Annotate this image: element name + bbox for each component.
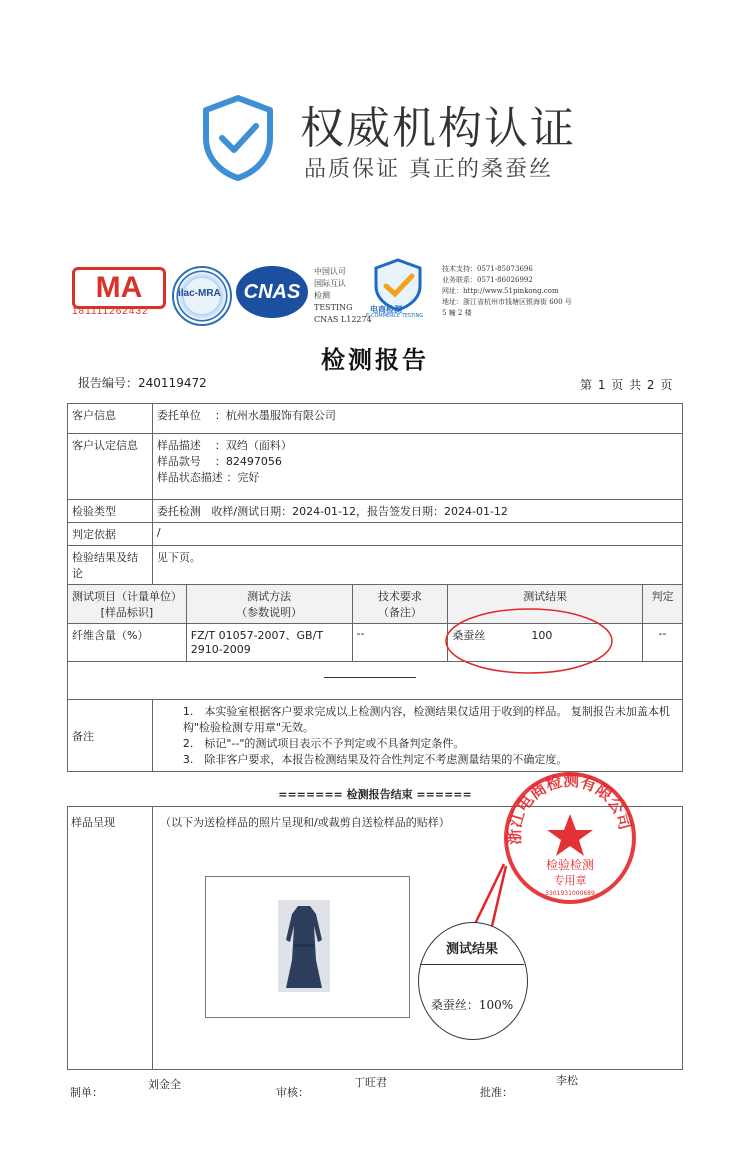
client-unit-label: 委托单位 — [156, 409, 201, 422]
result-callout-title: 测试结果 — [445, 942, 498, 957]
contact-line: 地址：浙江省杭州市钱塘区银海街 600 号 — [442, 298, 572, 306]
note-item: 2. 标记"--"的测试项目表示不予判定或不具备判定条件。 — [182, 737, 465, 750]
header-subtitle: 品质保证 真正的桑蚕丝 — [304, 157, 553, 182]
dates-text: 收样/测试日期：2024-01-12，报告签发日期：2024-01-12 — [211, 505, 508, 518]
stamp-center-2: 专用章 — [553, 874, 587, 887]
col-item-header — [68, 585, 187, 624]
report-number-value: 240119472 — [138, 376, 207, 390]
review-signature: 丁旺君 — [354, 1076, 387, 1089]
confirmed-info-label: 客户认定信息 — [68, 434, 153, 500]
cnas-logo: CNAS — [236, 266, 308, 318]
col-method-sub: （参数说明） — [236, 606, 303, 619]
prepared-signature: 刘金全 — [148, 1078, 181, 1091]
divider — [324, 677, 416, 678]
stamp-center-1: 检验检测 — [545, 858, 595, 872]
col-req-header — [352, 585, 448, 624]
col-req-title: 技术要求 — [377, 590, 422, 603]
cma-number: 181111262432 — [72, 306, 149, 317]
col-method-header — [186, 585, 352, 624]
row-result-name: 桑蚕丝 — [452, 629, 486, 642]
prepared-label: 制单： — [70, 1086, 103, 1099]
note-item: 1. 本实验室根据客户要求完成以上检测内容，检测结果仅适用于收到的样品。 复制报告未加盖本机构"检验检测专用章"无效。 — [182, 705, 670, 734]
notes-cell — [152, 700, 682, 772]
ilac-text: ilac-MRA — [178, 288, 221, 299]
basis-value: / — [152, 523, 682, 546]
report-number-label: 报告编号： — [78, 376, 139, 390]
report-number — [78, 374, 207, 391]
row-req: -- — [352, 624, 448, 662]
row-item: 纤维含量（%） — [68, 624, 187, 662]
cert-line: 中国认可 — [314, 267, 346, 276]
contact-line: 业务联系：0571-86026992 — [442, 276, 533, 284]
approve-label: 批准： — [480, 1086, 513, 1099]
conclusion-label: 检验结果及结论 — [68, 546, 153, 585]
inspection-type-value: 委托检测 — [156, 505, 201, 518]
sample-label: 样品呈现 — [71, 816, 115, 829]
contact-line: 技术支持：0571-85073696 — [442, 265, 533, 273]
header-title: 权威机构认证 — [300, 103, 576, 154]
basis-label: 判定依据 — [68, 523, 153, 546]
client-info-label: 客户信息 — [68, 404, 153, 434]
row-judge: -- — [643, 624, 683, 662]
cert-line: 检测 — [314, 291, 330, 300]
cma-logo: MA — [72, 267, 166, 309]
sample-info-cell — [152, 434, 682, 500]
report-end-text: ======= 检测报告结束 ====== — [278, 788, 472, 801]
row-method: FZ/T 01057-2007、GB/T 2910-2009 — [186, 624, 352, 662]
sample-no-value: ：82497056 — [214, 455, 282, 468]
sample-no-label: 样品款号 — [156, 455, 201, 468]
stamp-number: 3301931000689 — [545, 890, 595, 897]
sample-description: （以下为送检样品的照片呈现和/或裁剪自送检样品的贴样） — [160, 816, 450, 829]
col-judge-header: 判定 — [643, 585, 683, 624]
report-table — [67, 403, 683, 772]
report-title: 检测报告 — [321, 345, 429, 374]
cert-line: CNAS L12274 — [314, 315, 372, 324]
sample-desc-label: 样品描述 — [156, 439, 201, 452]
col-item-sub: [样品标识] — [100, 606, 154, 619]
inspection-type-cell — [152, 500, 682, 523]
approve-signature: 李松 — [556, 1074, 578, 1087]
col-req-sub: （备注） — [377, 606, 422, 619]
contact-line: 5 幢 2 楼 — [442, 309, 472, 317]
result-callout-separator — [420, 964, 524, 965]
result-highlight-ellipse — [444, 606, 614, 676]
contact-line: 网址：http://www.51pinkong.com — [442, 287, 559, 295]
ecommerce-sub: E-COMMERCE TESTING — [366, 313, 424, 319]
sample-photo — [278, 900, 330, 992]
col-result-header: 测试结果 — [448, 585, 643, 624]
sample-state-value: ：完好 — [226, 471, 260, 484]
cert-line: TESTING — [314, 303, 353, 312]
review-label: 审核： — [276, 1086, 309, 1099]
ecommerce-label: 电商检测 — [370, 305, 402, 314]
col-method-title: 测试方法 — [247, 590, 292, 603]
sample-divider — [152, 806, 153, 1070]
cert-lines — [314, 266, 372, 326]
cert-line: 国际互认 — [314, 279, 346, 288]
shield-check-icon — [200, 94, 276, 182]
sample-desc-value: ：双绉（面料） — [214, 439, 292, 452]
ilac-mra-logo — [172, 266, 232, 326]
stamp-ring-text: 浙江电商检测有限公司 — [504, 770, 635, 845]
page-indicator: 第 1 页 共 2 页 — [580, 378, 674, 392]
inspection-type-label: 检验类型 — [68, 500, 153, 523]
result-callout-value: 桑蚕丝：100% — [430, 998, 514, 1012]
contact-info — [442, 264, 572, 319]
conclusion-value: 见下页。 — [152, 546, 682, 585]
col-item-title: 测试项目（计量单位） — [72, 590, 182, 603]
notes-label: 备注 — [68, 700, 153, 772]
row-result-value: 100 — [531, 629, 553, 642]
dress-image — [278, 900, 330, 992]
sample-state-label: 样品状态描述 — [156, 471, 223, 484]
client-unit-value: ：杭州水墨服饰有限公司 — [214, 409, 336, 422]
official-stamp — [500, 768, 640, 908]
client-unit-cell — [152, 404, 682, 434]
note-item: 3. 除非客户要求，本报告检测结果及符合性判定不考虑测量结果的不确定度。 — [182, 753, 568, 766]
